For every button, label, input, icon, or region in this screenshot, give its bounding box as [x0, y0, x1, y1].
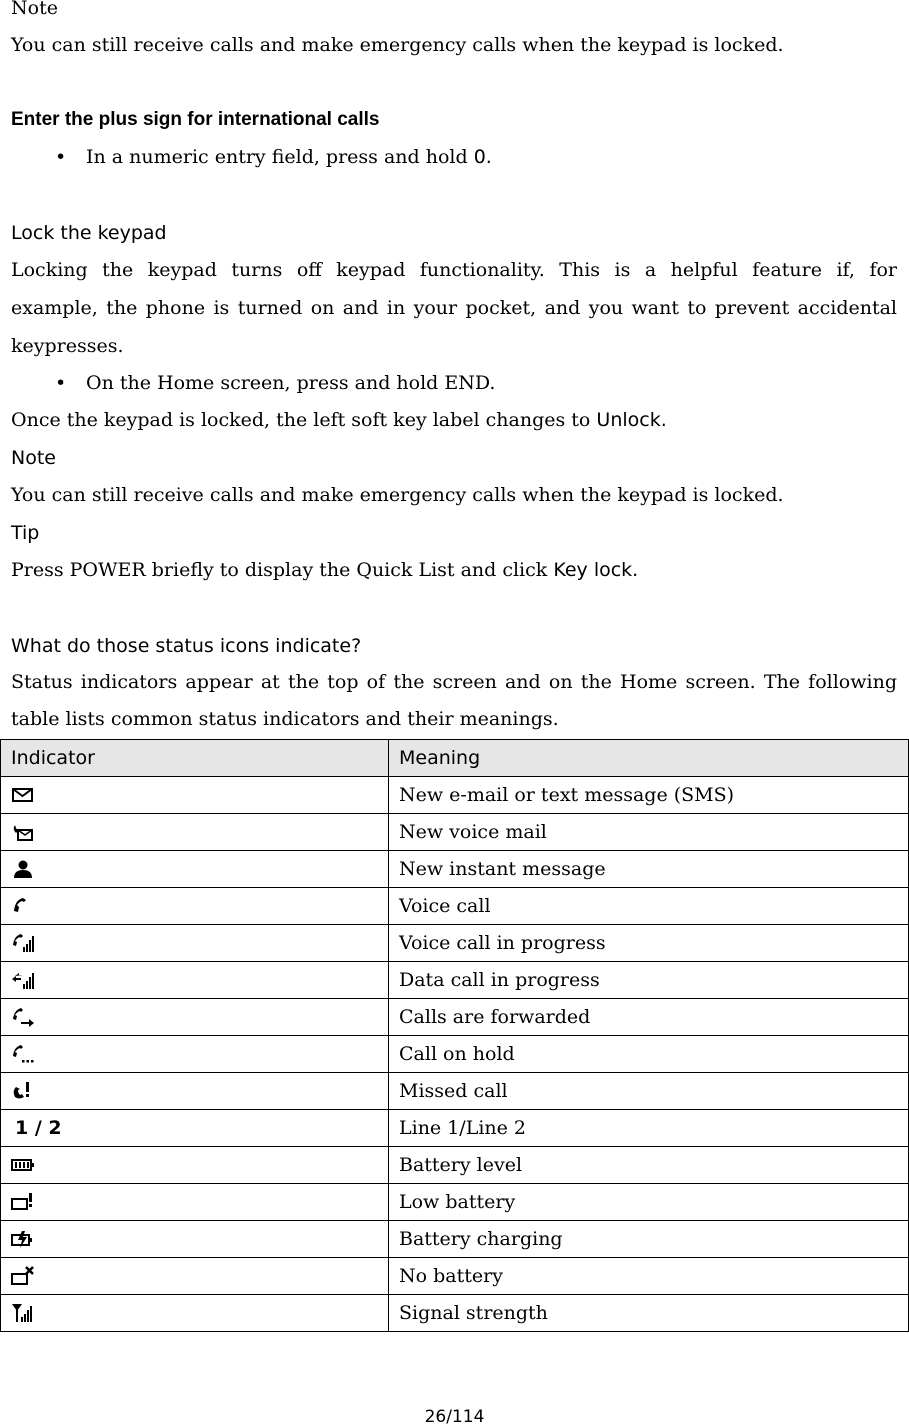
table-row [1, 1073, 909, 1110]
battery-full-icon [11, 1155, 35, 1175]
data-call-icon [11, 970, 35, 990]
indicator-cell [1, 1110, 389, 1147]
meaning-cell: Battery charging [389, 1221, 909, 1258]
indicator-cell [1, 925, 389, 962]
table-row [1, 962, 909, 999]
page-number: 26/114 [424, 1407, 485, 1427]
voicemail-icon [11, 822, 35, 842]
table-row [1, 1110, 909, 1147]
meaning-cell: No battery [389, 1258, 909, 1295]
plus-bullet: In a numeric entry field, press and hold 0. [86, 146, 492, 168]
bullet-icon: • [55, 372, 67, 394]
meaning-cell: Calls are forwarded [389, 999, 909, 1036]
lock-para-line1: Locking the keypad turns off keypad functionality. This is a helpful feature if, for [11, 259, 897, 281]
indicator-cell [1, 888, 389, 925]
lock-para-line2: example, the phone is turned on and in your pocket, and you want to prevent accidental [11, 297, 897, 319]
meaning-cell: New instant message [389, 851, 909, 888]
meaning-cell: Battery level [389, 1147, 909, 1184]
phone-icon [11, 896, 35, 916]
unlock-key: Unlock. [596, 409, 667, 431]
status-icons-heading: What do those status icons indicate? [11, 635, 362, 657]
header-indicator: Indicator [1, 740, 389, 777]
table-row [1, 777, 909, 814]
indicator-cell [1, 1295, 389, 1332]
table-row [1, 1036, 909, 1073]
key-zero: 0. [473, 146, 492, 168]
unlock-sentence: Once the keypad is locked, the left soft key label changes to Unlock. [11, 409, 667, 431]
table-row [1, 814, 909, 851]
meaning-cell: Low battery [389, 1184, 909, 1221]
status-para-line1: Status indicators appear at the top of the screen and on the Home screen. The following [11, 671, 897, 693]
table-row [1, 1221, 909, 1258]
status-para-line2: table lists common status indicators and their meanings. [11, 708, 559, 730]
note-label: Note [11, 0, 58, 19]
signal-strength-icon [11, 1303, 35, 1323]
table-row [1, 1258, 909, 1295]
indicator-cell [1, 1147, 389, 1184]
indicator-cell [1, 1073, 389, 1110]
indicator-cell [1, 777, 389, 814]
indicator-cell [1, 1036, 389, 1073]
phone-forward-icon [11, 1007, 35, 1027]
plus-sign-heading: Enter the plus sign for international calls [11, 109, 380, 130]
phone-hold-icon [11, 1044, 35, 1064]
lock-para-line3: keypresses. [11, 335, 124, 357]
note-label: Note [11, 447, 56, 469]
indicator-cell [1, 851, 389, 888]
meaning-cell: New e-mail or text message (SMS) [389, 777, 909, 814]
table-row [1, 888, 909, 925]
battery-low-icon [11, 1192, 35, 1212]
key-lock-key: Key lock. [553, 559, 639, 581]
meaning-cell: Line 1/Line 2 [389, 1110, 909, 1147]
tip-text: Press POWER briefly to display the Quick List and click Key lock. [11, 559, 639, 581]
table-row [1, 851, 909, 888]
meaning-cell: Call on hold [389, 1036, 909, 1073]
meaning-cell: Data call in progress [389, 962, 909, 999]
note-text: You can still receive calls and make emergency calls when the keypad is locked. [11, 484, 784, 506]
envelope-icon [11, 785, 35, 805]
bullet-icon: • [55, 146, 67, 168]
meaning-cell: Signal strength [389, 1295, 909, 1332]
indicator-cell [1, 962, 389, 999]
table-row [1, 1295, 909, 1332]
table-header-row [1, 740, 909, 777]
meaning-cell: Missed call [389, 1073, 909, 1110]
note-text: You can still receive calls and make emergency calls when the keypad is locked. [11, 34, 784, 56]
no-battery-icon [11, 1266, 35, 1286]
tip-label: Tip [11, 522, 40, 544]
header-meaning: Meaning [389, 740, 909, 777]
indicator-cell [1, 1221, 389, 1258]
line-number-icon: 1 / 2 [15, 1117, 62, 1139]
indicator-cell [1, 814, 389, 851]
person-icon [11, 859, 35, 879]
phone-signal-icon [11, 933, 35, 953]
missed-call-icon [11, 1081, 35, 1101]
meaning-cell: New voice mail [389, 814, 909, 851]
table-row [1, 999, 909, 1036]
table-row [1, 1184, 909, 1221]
indicator-cell [1, 1258, 389, 1295]
lock-bullet: On the Home screen, press and hold END. [86, 372, 496, 394]
lock-keypad-heading: Lock the keypad [11, 222, 167, 244]
meaning-cell: Voice call in progress [389, 925, 909, 962]
status-icons-table [0, 739, 909, 1332]
battery-charging-icon [11, 1229, 35, 1249]
meaning-cell: Voice call [389, 888, 909, 925]
indicator-cell [1, 1184, 389, 1221]
table-row [1, 1147, 909, 1184]
indicator-cell [1, 999, 389, 1036]
table-row [1, 925, 909, 962]
